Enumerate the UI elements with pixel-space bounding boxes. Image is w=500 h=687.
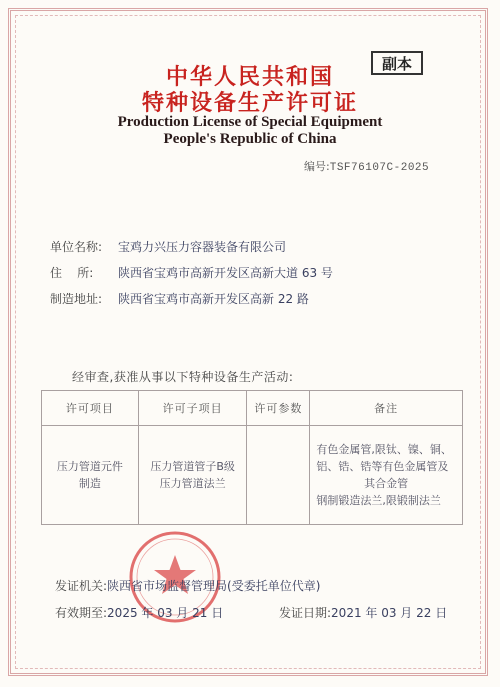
intro-text: 经审查,获准从事以下特种设备生产活动: xyxy=(72,370,294,384)
cell-note xyxy=(310,426,463,525)
authority-label: 发证机关: xyxy=(55,579,108,593)
valid-value: 2025 年 03 月 21 日 xyxy=(107,606,224,620)
header-note: 备注 xyxy=(310,391,463,426)
title-cn-line2: 特种设备生产许可证 xyxy=(141,91,358,116)
field-label: 住 所: xyxy=(50,266,94,280)
field-value: 宝鸡力兴压力容器装备有限公司 xyxy=(118,240,287,254)
cell-line: 钢制锻造法兰,限锻制法兰 xyxy=(316,494,441,507)
field-company-name xyxy=(50,238,286,255)
header-permit-subitem: 许可子项目 xyxy=(138,391,247,426)
cell-line: 铝、锆、锆等有色金属管及 xyxy=(316,460,449,473)
table-header-row xyxy=(42,391,463,426)
field-address xyxy=(50,264,333,281)
field-label: 单位名称: xyxy=(50,240,103,254)
serial-number xyxy=(304,158,429,174)
cell-permit-subitem xyxy=(138,426,247,525)
cell-line: 压力管道法兰 xyxy=(159,477,226,490)
issuing-authority xyxy=(55,577,320,594)
authority-value: 陕西省市场监督管理局(受委托单位代章) xyxy=(107,579,321,593)
title-cn-line1: 中华人民共和国 xyxy=(165,65,334,90)
cell-permit-param xyxy=(247,426,310,525)
table-row xyxy=(42,426,463,525)
header-permit-param: 许可参数 xyxy=(247,391,310,426)
valid-until xyxy=(55,604,223,621)
permit-table xyxy=(41,390,463,525)
field-value: 陕西省宝鸡市高新开发区高新大道 63 号 xyxy=(118,266,333,280)
cell-line: 压力管道管子B级 xyxy=(150,460,235,473)
issue-label: 发证日期: xyxy=(279,606,332,620)
serial-label: 编号: xyxy=(304,160,330,173)
cell-line: 压力管道元件 xyxy=(56,460,123,473)
field-label: 制造地址: xyxy=(50,292,103,306)
title-en-line1: Production License of Special Equipment xyxy=(117,114,383,130)
issue-value: 2021 年 03 月 22 日 xyxy=(331,606,448,620)
copy-stamp: 副本 xyxy=(371,51,423,75)
cell-line: 其合金管 xyxy=(364,477,409,490)
issue-date xyxy=(279,604,447,621)
cell-permit-item xyxy=(42,426,139,525)
field-manufacturing-address xyxy=(50,290,309,307)
valid-label: 有效期至: xyxy=(55,606,108,620)
title-en-line2: People's Republic of China xyxy=(163,131,337,147)
cell-line: 有色金属管,限钛、镍、铜、 xyxy=(316,443,452,456)
serial-value: TSF76107C-2025 xyxy=(329,162,430,174)
cell-line: 制造 xyxy=(78,477,101,490)
field-value: 陕西省宝鸡市高新开发区高新 22 路 xyxy=(118,292,309,306)
header-permit-item: 许可项目 xyxy=(42,391,139,426)
